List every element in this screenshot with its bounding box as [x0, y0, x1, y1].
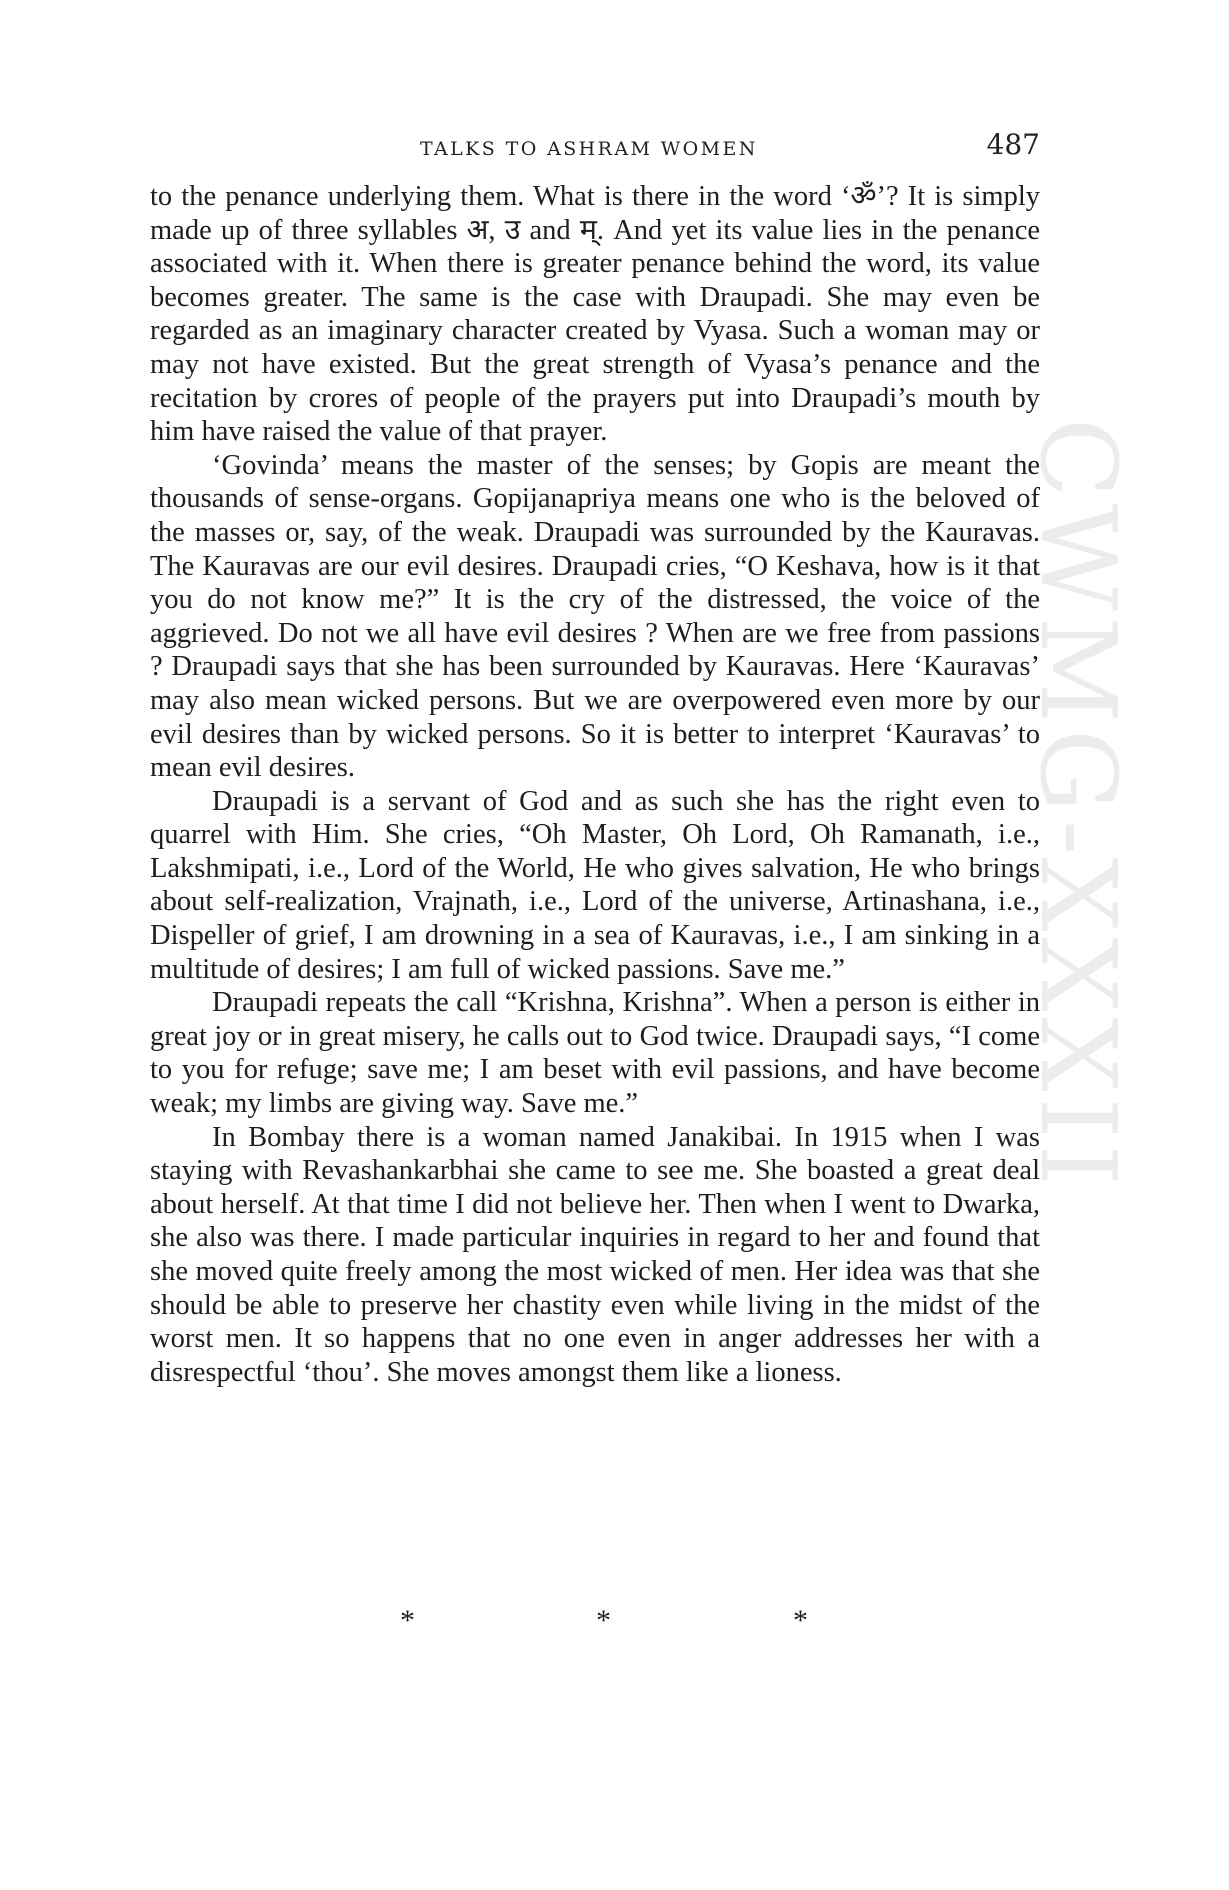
watermark: CWMG-XXXII	[1017, 418, 1139, 1192]
paragraph: In Bombay there is a woman named Janakibai. In 1915 when I was staying with Revashankarbhai she came to see me. She boasted a great deal about herself. At that time I did not believe her. Then when I went to Dwarka, she also was there. I made particular inquiries in regard to her and found that she moved quite freely among the most wicked of men. Her idea was that she should be able to preserve her chastity even while living in the midst of the worst men. It so happens that no one even in anger addresses her with a disrespectful ‘thou’. She moves amongst them like a lioness.	[150, 1121, 1040, 1388]
paragraph: ‘Govinda’ means the master of the senses; by Gopis are meant the thousands of sense-organs. Gopijanapriya means one who is the beloved of the masses or, say, of the weak. Draupadi was surrounded by the Kauravas. The Kauravas are our evil desires. Draupadi cries, “O Keshava, how is it that you do not know me?” It is the cry of the distressed, the voice of the aggrieved. Do not we all have evil desires ? When are we free from passions ? Draupadi says that she has been surrounded by Kauravas. Here ‘Kauravas’ may also mean wicked persons. But we are overpowered even more by our evil desires than by wicked persons. So it is better to interpret ‘Kauravas’ to mean evil desires.	[150, 449, 1040, 784]
running-title: TALKS TO ASHRAM WOMEN	[420, 138, 758, 160]
section-break-asterisk: *	[793, 1604, 808, 1637]
running-head	[150, 128, 1040, 174]
paragraph: Draupadi repeats the call “Krishna, Krishna”. When a person is either in great joy or in great misery, he calls out to God twice. Draupadi says, “I come to you for refuge; save me; I am beset with evil passions, and have become weak; my limbs are giving way. Save me.”	[150, 987, 1040, 1120]
paragraph: Draupadi is a servant of God and as such she has the right even to quarrel with Him. She cries, “Oh Master, Oh Lord, Oh Ramanath, i.e., Lakshmipati, i.e., Lord of the World, He who gives salvation, He who brings about self-realization, Vrajnath, i.e., Lord of the universe, Artinashana, i.e., Dispeller of grief, I am drowning in a sea of Kauravas, i.e., I am sinking in a multitude of desires; I am full of wicked passions. Save me.”	[150, 785, 1040, 985]
paragraph-continued: to the penance underlying them. What is there in the word ‘ॐ’? It is simply made up of three syllables अ, उ and म्. And yet its value lies in the penance associated with it. When there is greater penance behind the word, its value becomes greater. The same is the case with Draupadi. She may even be regarded as an imaginary character created by Vyasa. Such a woman may or may not have existed. But the great strength of Vyasa’s penance and the recitation by crores of people of the prayers put into Draupadi’s mouth by him have raised the value of that prayer.	[150, 181, 1040, 448]
section-break	[150, 1604, 1040, 1638]
section-break-asterisk: *	[400, 1604, 415, 1637]
page-number: 487	[986, 128, 1040, 161]
body-text	[150, 180, 1040, 1389]
section-break-asterisk: *	[596, 1604, 611, 1637]
